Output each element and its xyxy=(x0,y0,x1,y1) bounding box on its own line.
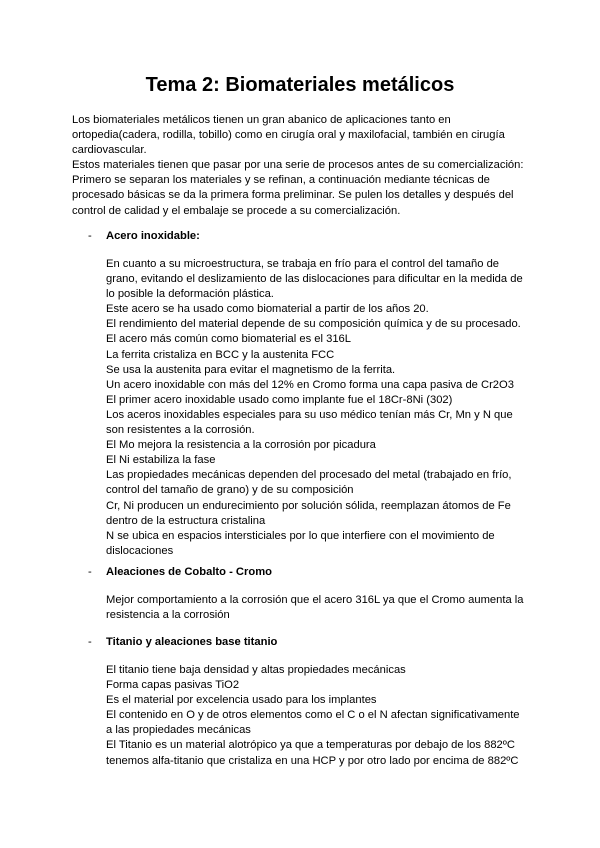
body-line: En cuanto a su microestructura, se trabaja en frío para el control del tamaño de xyxy=(106,258,500,270)
body-line: Es el material por excelencia usado para los implantes xyxy=(106,694,377,707)
document-title: Tema 2: Biomateriales metálicos xyxy=(145,74,455,96)
body-line: dentro de la estructura cristalina xyxy=(106,514,266,527)
body-line: El Mo mejora la resistencia a la corrosión por picadura xyxy=(106,439,376,452)
section-body xyxy=(106,257,546,559)
section-body xyxy=(106,593,546,623)
intro-line: cardiovascular. xyxy=(72,144,147,157)
section-heading xyxy=(88,635,548,650)
section-body xyxy=(106,663,546,769)
bullet-dash: - xyxy=(88,230,92,242)
body-line: Cr, Ni producen un endurecimiento por solución sólida, reemplazan átomos de Fe xyxy=(106,499,511,512)
section-heading-text: Acero inoxidable: xyxy=(106,230,200,242)
body-line: tenemos alfa-titanio que cristaliza en una HCP y por otro lado por encima de 882ºC xyxy=(106,754,519,767)
section-acero-inoxidable xyxy=(88,229,548,557)
intro-paragraph xyxy=(72,113,542,219)
intro-line: procesado básicas se da la primera forma preliminar. Se pulen los detalles y después del xyxy=(72,189,514,202)
bullet-dash: - xyxy=(88,566,92,578)
body-line: Las propiedades mecánicas dependen del procesado del metal (trabajado en frío, xyxy=(106,469,512,482)
section-heading xyxy=(88,565,548,580)
body-line: N se ubica en espacios intersticiales por lo que interfiere con el movimiento de xyxy=(106,529,495,542)
body-line: grano, evitando el deslizamiento de las dislocaciones para dificultar en la medida de xyxy=(106,273,523,286)
body-line: Los aceros inoxidables especiales para su uso médico tenían más Cr, Mn y N que xyxy=(106,408,513,421)
bullet-dash: - xyxy=(88,636,92,648)
body-line: La ferrita cristaliza en BCC y la austenita FCC xyxy=(106,348,335,361)
body-line: El contenido en O y de otros elementos como el C o el N afectan significativamente xyxy=(106,709,520,722)
body-line: El acero más común como biomaterial es el 316L xyxy=(106,333,351,346)
section-cobalto-cromo xyxy=(88,565,548,622)
body-line: El Ni estabiliza la fase xyxy=(106,454,216,467)
body-line: dislocaciones xyxy=(106,544,174,557)
body-line: control del tamaño de grano) y de su composición xyxy=(106,484,354,497)
section-titanio xyxy=(88,635,548,767)
intro-line: Los biomateriales metálicos tienen un gran abanico de aplicaciones tanto en xyxy=(72,114,451,126)
body-line: Mejor comportamiento a la corrosión que el acero 316L ya que el Cromo aumenta la xyxy=(106,594,524,606)
intro-line: ortopedia(cadera, rodilla, tobillo) como en cirugía oral y maxilofacial, también en cirugía xyxy=(72,129,505,142)
body-line: resistencia a la corrosión xyxy=(106,609,230,622)
body-line: son resistentes a la corrosión. xyxy=(106,424,255,437)
section-heading-text: Aleaciones de Cobalto - Cromo xyxy=(106,566,272,578)
body-line: Forma capas pasivas TiO2 xyxy=(106,679,240,692)
body-line: lo posible la deformación plástica. xyxy=(106,288,274,301)
body-line: El rendimiento del material depende de su composición química y de su procesado. xyxy=(106,318,521,331)
section-heading-text: Titanio y aleaciones base titanio xyxy=(106,636,278,648)
intro-line: Primero se separan los materiales y se refinan, a continuación mediante técnicas de xyxy=(72,174,490,187)
intro-line: control de calidad y el embalaje se procede a su comercialización. xyxy=(72,204,401,217)
body-line: El primer acero inoxidable usado como implante fue el 18Cr-8Ni (302) xyxy=(106,393,453,406)
body-line: El Titanio es un material alotrópico ya que a temperaturas por debajo de los 882ºC xyxy=(106,739,515,752)
section-heading xyxy=(88,229,548,244)
body-line: El titanio tiene baja densidad y altas propiedades mecánicas xyxy=(106,664,406,676)
body-line: Se usa la austenita para evitar el magnetismo de la ferrita. xyxy=(106,363,396,376)
body-line: Un acero inoxidable con más del 12% en Cromo forma una capa pasiva de Cr2O3 xyxy=(106,378,514,391)
intro-line: Estos materiales tienen que pasar por una serie de procesos antes de su comercialización: xyxy=(72,159,524,172)
body-line: Este acero se ha usado como biomaterial a partir de los años 20. xyxy=(106,303,429,316)
body-line: a las propiedades mecánicas xyxy=(106,724,251,737)
